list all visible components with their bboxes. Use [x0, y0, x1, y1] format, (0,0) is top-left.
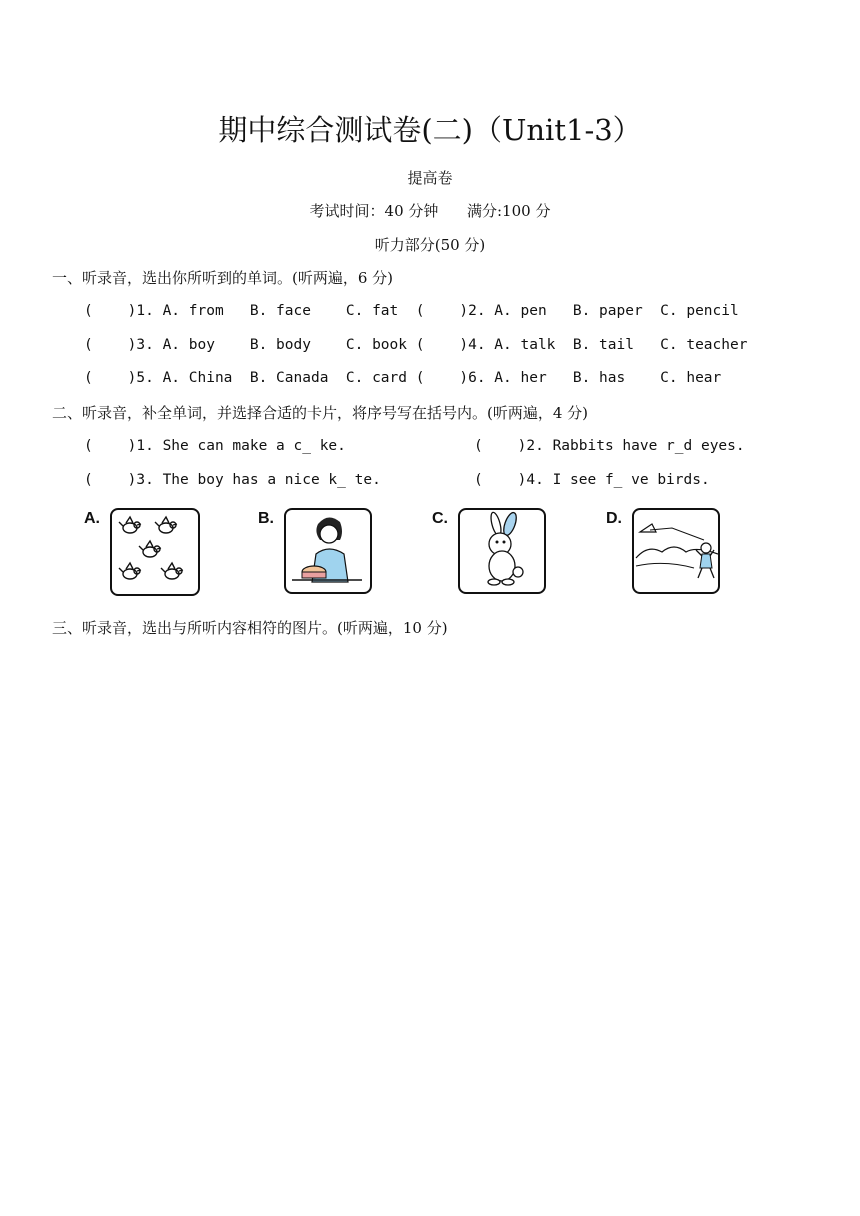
page-title: 期中综合测试卷(二)（Unit1-3） — [218, 113, 642, 147]
subtitle: 提高卷 — [407, 169, 453, 187]
rabbit-picture-icon — [458, 508, 546, 594]
exam-info: 考试时间：40 分钟 满分:100 分 — [309, 202, 551, 220]
section2-item: ( )3. The boy has a nice k_ te. — [84, 472, 381, 488]
girl-making-cake-icon — [284, 508, 372, 594]
section2-heading: 二、听录音，补全单词，并选择合适的卡片，将序号写在括号内。(听两遍，4 分) — [52, 404, 589, 422]
part-title: 听力部分(50 分) — [374, 236, 486, 254]
section2-item: ( )4. I see f_ ve birds. — [474, 472, 710, 488]
birds-picture-icon — [110, 508, 200, 596]
card-c-letter: C. — [432, 510, 448, 527]
section2-item: ( )1. She can make a c_ ke. — [84, 438, 346, 454]
boy-flying-kite-icon — [632, 508, 720, 594]
section3-heading: 三、听录音，选出与所听内容相符的图片。(听两遍，10 分) — [52, 619, 448, 637]
section1-heading: 一、听录音，选出你所听到的单词。(听两遍，6 分) — [52, 269, 394, 287]
section1-row: ( )5. A. China B. Canada C. card ( )6. A. her B. has C. hear — [84, 370, 722, 386]
card-d-letter: D. — [606, 510, 622, 527]
card-a-letter: A. — [84, 510, 100, 527]
card-b-letter: B. — [258, 510, 274, 527]
section2-item: ( )2. Rabbits have r_d eyes. — [474, 438, 745, 454]
section1-row: ( )3. A. boy B. body C. book ( )4. A. talk B. tail C. teacher — [84, 337, 748, 353]
section1-row: ( )1. A. from B. face C. fat ( )2. A. pen B. paper C. pencil — [84, 303, 739, 319]
